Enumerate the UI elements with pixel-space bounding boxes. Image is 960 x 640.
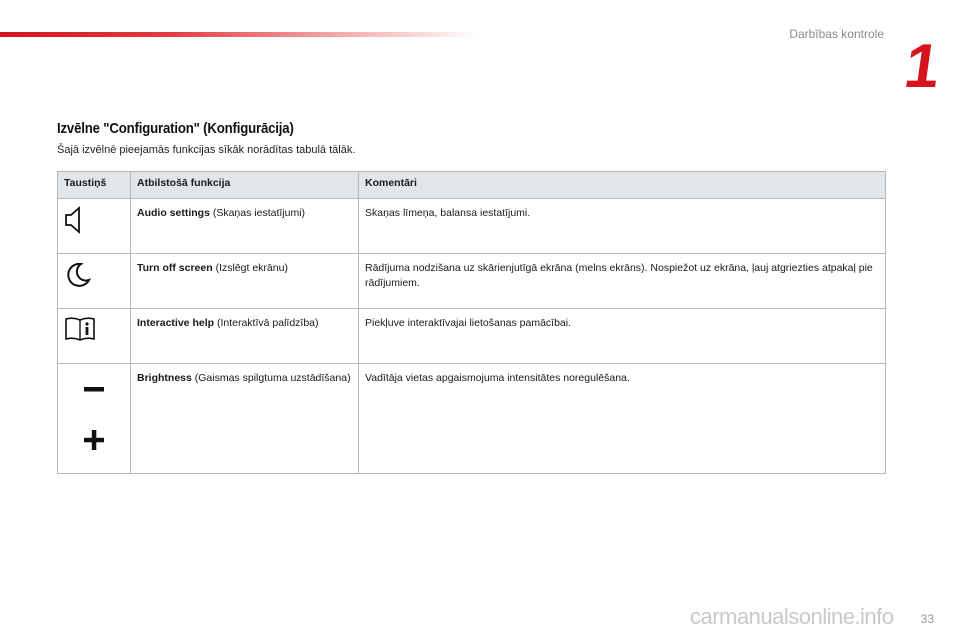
function-name: Interactive help (137, 317, 215, 329)
function-detail: (Gaismas spilgtuma uzstādīšana) (191, 372, 351, 384)
key-cell (58, 199, 131, 254)
table-header-row (58, 172, 886, 199)
accent-bar (0, 32, 480, 37)
column-header-comments: Komentāri (359, 172, 886, 199)
comment-cell: Piekļuve interaktīvajai lietošanas pamācībai. (359, 309, 886, 364)
function-cell (131, 309, 359, 364)
table-row (58, 199, 886, 254)
table-row (58, 364, 886, 474)
table-row (58, 254, 886, 309)
key-cell (58, 364, 131, 474)
function-detail: (Skaņas iestatījumi) (209, 207, 306, 219)
function-detail: (Interaktīvā palīdzība) (214, 317, 319, 329)
function-cell (131, 199, 359, 254)
function-name: Turn off screen (137, 262, 213, 274)
function-detail: (Izslēgt ekrānu) (212, 262, 288, 274)
column-header-key: Taustiņš (58, 172, 131, 199)
function-cell (131, 364, 359, 474)
section-title: Darbības kontrole (789, 27, 884, 41)
minus-icon (83, 383, 105, 398)
key-cell (58, 254, 131, 309)
chapter-number: 1 (900, 32, 945, 101)
comment-cell: Vadītāja vietas apgaismojuma intensitātes noregulēšana. (359, 364, 886, 474)
function-cell (131, 254, 359, 309)
function-name: Audio settings (137, 207, 210, 219)
watermark: carmanualsonline.info (690, 604, 894, 629)
intro-text: Šajā izvēlnē pieejamās funkcijas sīkāk norādītas tabulā tālāk. (57, 144, 356, 156)
page-heading: Izvēlne "Configuration" (Konfigurācija) (57, 120, 294, 137)
page-number: 33 (920, 612, 934, 626)
functions-table (57, 171, 886, 474)
comment-cell: Rādījuma nodzišana uz skārienjutīgā ekrāna (melns ekrāns). Nospiežot uz ekrāna, ļauj atgriezties atpakaļ pie rādījumiem. (359, 254, 886, 309)
plus-icon (83, 429, 105, 456)
comment-cell: Skaņas līmeņa, balansa iestatījumi. (359, 199, 886, 254)
help-book-icon (64, 316, 96, 347)
key-cell (58, 309, 131, 364)
column-header-function: Atbilstošā funkcija (131, 172, 359, 199)
crescent-moon-icon (64, 261, 92, 294)
table-row (58, 309, 886, 364)
function-name: Brightness (137, 372, 192, 384)
speaker-icon (64, 206, 84, 239)
